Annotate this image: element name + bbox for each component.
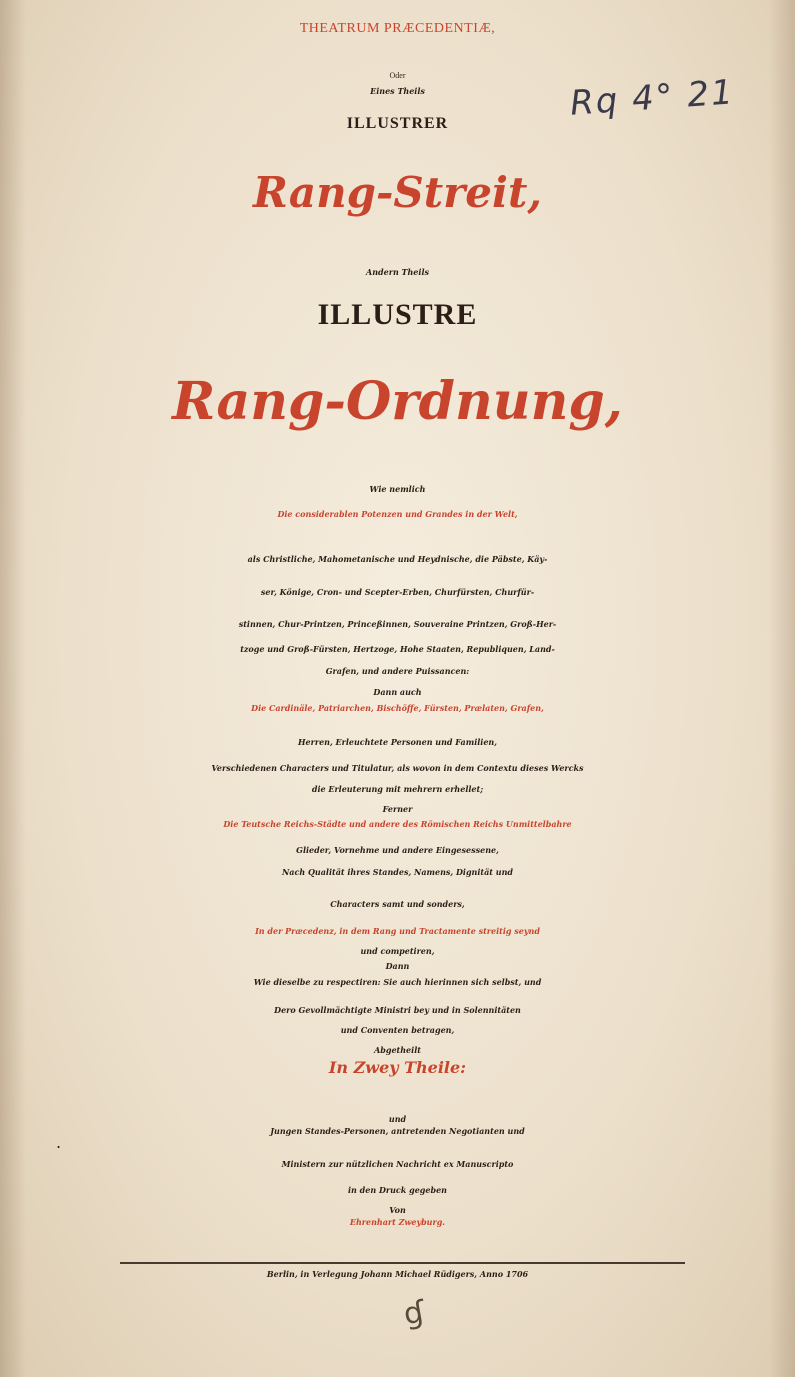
main-title: THEATRUM PRÆCEDENTIÆ, xyxy=(299,21,496,36)
line-oder: Oder xyxy=(389,71,406,80)
line-erleuterung: die Erleuterung mit mehrern erhellet; xyxy=(311,784,484,794)
line-grafen: Grafen, und andere Puissancen: xyxy=(325,666,470,676)
line-illustre: ILLUSTRE xyxy=(317,298,478,331)
line-rang-ordnung: Rang-Ordnung, xyxy=(172,371,623,432)
line-illustrer: ILLUSTRER xyxy=(346,115,449,132)
author-name: Ehrenhart Zweyburg. xyxy=(349,1217,446,1227)
line-competiren: und competiren, xyxy=(360,946,435,956)
line-herren: Herren, Erleuchtete Personen und Familien, xyxy=(297,737,498,747)
line-andern-theils: Andern Theils xyxy=(366,267,429,277)
line-wie-nemlich: Wie nemlich xyxy=(369,484,426,494)
line-stinnen: stinnen, Chur-Printzen, Princeßinnen, Souveraine Printzen, Groß-Her- xyxy=(238,619,557,629)
line-zwey-theile: In Zwey Theile: xyxy=(328,1058,467,1077)
line-rang-streit: Rang-Streit, xyxy=(253,168,542,217)
line-gevollmaechtigte: Dero Gevollmächtigte Ministri bey und in Solennitäten xyxy=(274,1005,521,1015)
line-und: und xyxy=(388,1114,407,1124)
line-dann: Dann xyxy=(385,961,410,971)
line-jungen: Jungen Standes-Personen, antretenden Negotianten und xyxy=(270,1126,525,1136)
imprint-line: Berlin, in Verlegung Johann Michael Rüdigers, Anno 1706 xyxy=(266,1269,529,1279)
handwritten-mark: ɠ xyxy=(401,1294,428,1333)
line-von: Von xyxy=(389,1205,406,1215)
line-tzoge: tzoge und Groß-Fürsten, Hertzoge, Hohe Staaten, Republiquen, Land- xyxy=(240,644,555,654)
line-respectiren: Wie dieselbe zu respectiren: Sie auch hierinnen sich selbst, und xyxy=(253,977,542,987)
line-dann-auch: Dann auch xyxy=(373,687,422,697)
line-koenige: ser, Könige, Cron- und Scepter-Erben, Churfürsten, Churfür- xyxy=(260,587,535,597)
line-eines-theils: Eines Theils xyxy=(370,86,425,96)
line-reichsstaedte: Die Teutsche Reichs-Städte und andere des Römischen Reichs Unmittelbahre xyxy=(223,819,572,829)
line-christliche: als Christliche, Mahometanische und Heydnische, die Päbste, Käy- xyxy=(247,554,548,564)
line-characters: Characters samt und sonders, xyxy=(330,899,465,909)
shelfmark-annotation: Rq 4° 21 xyxy=(568,72,736,124)
imprint-rule xyxy=(120,1262,685,1264)
margin-dot: . xyxy=(56,1133,62,1152)
line-conventen: und Conventen betragen, xyxy=(340,1025,455,1035)
line-abgetheilt: Abgetheilt xyxy=(374,1045,421,1055)
line-ferner: Ferner xyxy=(382,804,413,814)
line-cardinaele: Die Cardinäle, Patriarchen, Bischöffe, Fürsten, Prælaten, Grafen, xyxy=(251,703,544,713)
line-glieder: Glieder, Vornehme und andere Eingesessene, xyxy=(296,845,499,855)
line-druck: in den Druck gegeben xyxy=(348,1185,447,1195)
line-verschiedenen: Verschiedenen Characters und Titulatur, als wovon in dem Contextu dieses Wercks xyxy=(211,763,584,773)
line-potenzen: Die considerablen Potenzen und Grandes in der Welt, xyxy=(277,509,518,519)
line-ministern: Ministern zur nützlichen Nachricht ex Manuscripto xyxy=(281,1159,514,1169)
line-praecedenz: In der Præcedenz, in dem Rang und Tractamente streitig seynd xyxy=(255,926,540,936)
line-qualitaet: Nach Qualität ihres Standes, Namens, Dignität und xyxy=(281,867,513,877)
